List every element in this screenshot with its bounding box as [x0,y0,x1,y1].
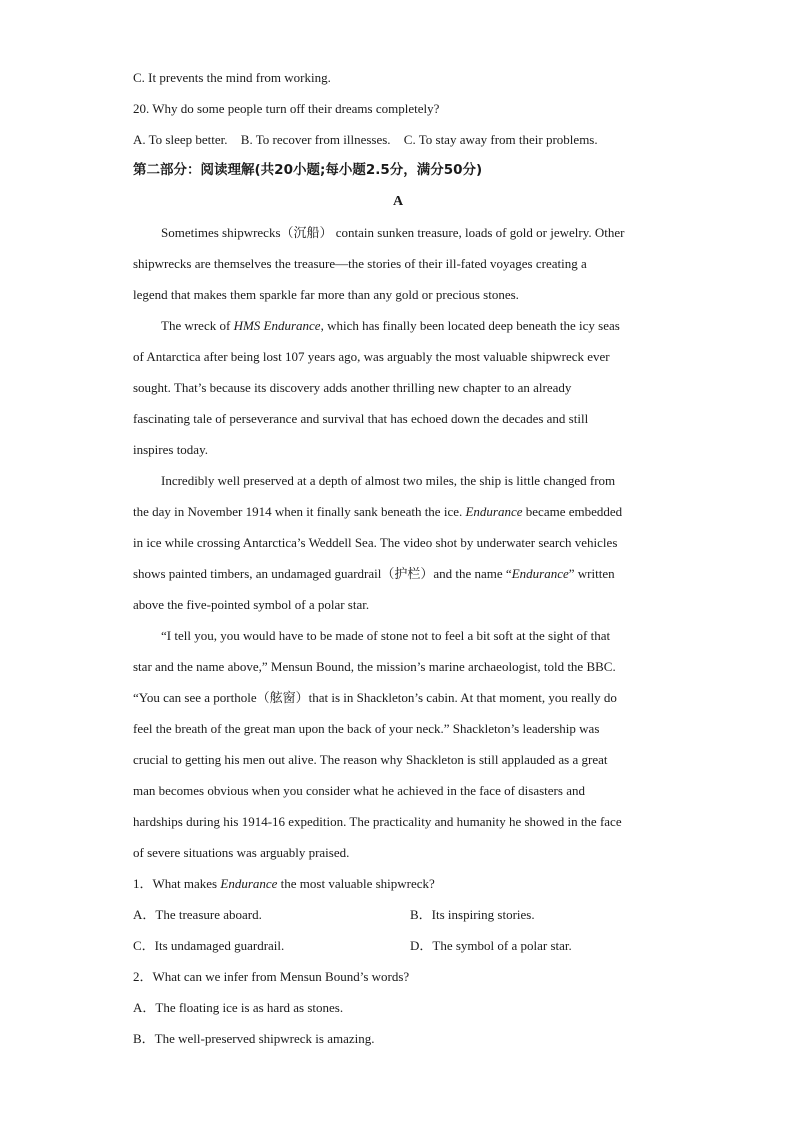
p3-line: above the five-pointed symbol of a polar star. [133,597,370,612]
p1-line: legend that makes them sparkle far more than any gold or precious stones. [133,287,519,302]
p3-line: Incredibly well preserved at a depth of almost two miles, the ship is little changed from [161,473,616,488]
p3-line: shows painted timbers, an undamaged guardrail（护栏）and the name “Endurance” written [133,566,615,581]
p4-line: star and the name above,” Mensun Bound, the mission’s marine archaeologist, told the BBC. [133,659,616,674]
p4-line: crucial to getting his men out alive. The reason why Shackleton is still applauded as a great [133,752,608,767]
p1-line: Sometimes shipwrecks（沉船） contain sunken treasure, loads of gold or jewelry. Other [161,225,625,240]
q20-option-b: B. To recover from illnesses. [240,132,391,147]
q1-stem: 1．What makes Endurance the most valuable shipwreck? [133,876,435,891]
p4-line: of severe situations was arguably praised. [133,845,350,860]
q19-option-c: C. It prevents the mind from working. [133,70,331,85]
p3-line: the day in November 1914 when it finally sank beneath the ice. Endurance became embedded [133,504,623,519]
q20-options [133,124,663,155]
p2-line: sought. That’s because its discovery adds another thrilling new chapter to an already [133,380,572,395]
ship-name: Endurance [511,566,569,581]
p4-line: feel the breath of the great man upon the back of your neck.” Shackleton’s leadership was [133,721,600,736]
q20-stem: 20. Why do some people turn off their dreams completely? [133,101,440,116]
document-page [133,62,663,1054]
section-heading: 第二部分：阅读理解(共20小题;每小题2.5分，满分50分) [133,162,483,178]
q2-stem: 2．What can we infer from Mensun Bound’s words? [133,969,410,984]
passage-letter: A [392,194,404,209]
q2-option-b: B．The well-preserved shipwreck is amazing. [133,1031,375,1046]
q2-option-a: A．The floating ice is as hard as stones. [133,1000,344,1015]
q1-option-b: B．Its inspiring stories. [410,907,535,922]
p1-line: shipwrecks are themselves the treasure—the stories of their ill-fated voyages creating a [133,256,587,271]
p4-line: hardships during his 1914-16 expedition. The practicality and humanity he showed in the face [133,814,622,829]
q1-option-a: A．The treasure aboard. [133,907,262,922]
p2-line: of Antarctica after being lost 107 years ago, was arguably the most valuable shipwreck ever [133,349,610,364]
p2-line: inspires today. [133,442,208,457]
p4-line: “I tell you, you would have to be made of stone not to feel a bit soft at the sight of that [161,628,611,643]
p3-line: in ice while crossing Antarctica’s Weddell Sea. The video shot by underwater search vehicles [133,535,618,550]
p4-line: man becomes obvious when you consider what he achieved in the face of disasters and [133,783,585,798]
p2-line: fascinating tale of perseverance and survival that has echoed down the decades and still [133,411,589,426]
q20-option-c: C. To stay away from their problems. [403,132,598,147]
q20-option-a: A. To sleep better. [133,132,228,147]
ship-name: Endurance [465,504,523,519]
ship-name: Endurance [220,876,278,891]
q1-options-row [133,899,663,930]
ship-name: HMS Endurance [233,318,321,333]
p2-line: The wreck of HMS Endurance, which has finally been located deep beneath the icy seas [161,318,620,333]
q1-option-c: C．Its undamaged guardrail. [133,938,285,953]
q1-options-row [133,930,663,961]
p4-line: “You can see a porthole（舷窗）that is in Shackleton’s cabin. At that moment, you really do [133,690,617,705]
q1-option-d: D．The symbol of a polar star. [410,938,572,953]
